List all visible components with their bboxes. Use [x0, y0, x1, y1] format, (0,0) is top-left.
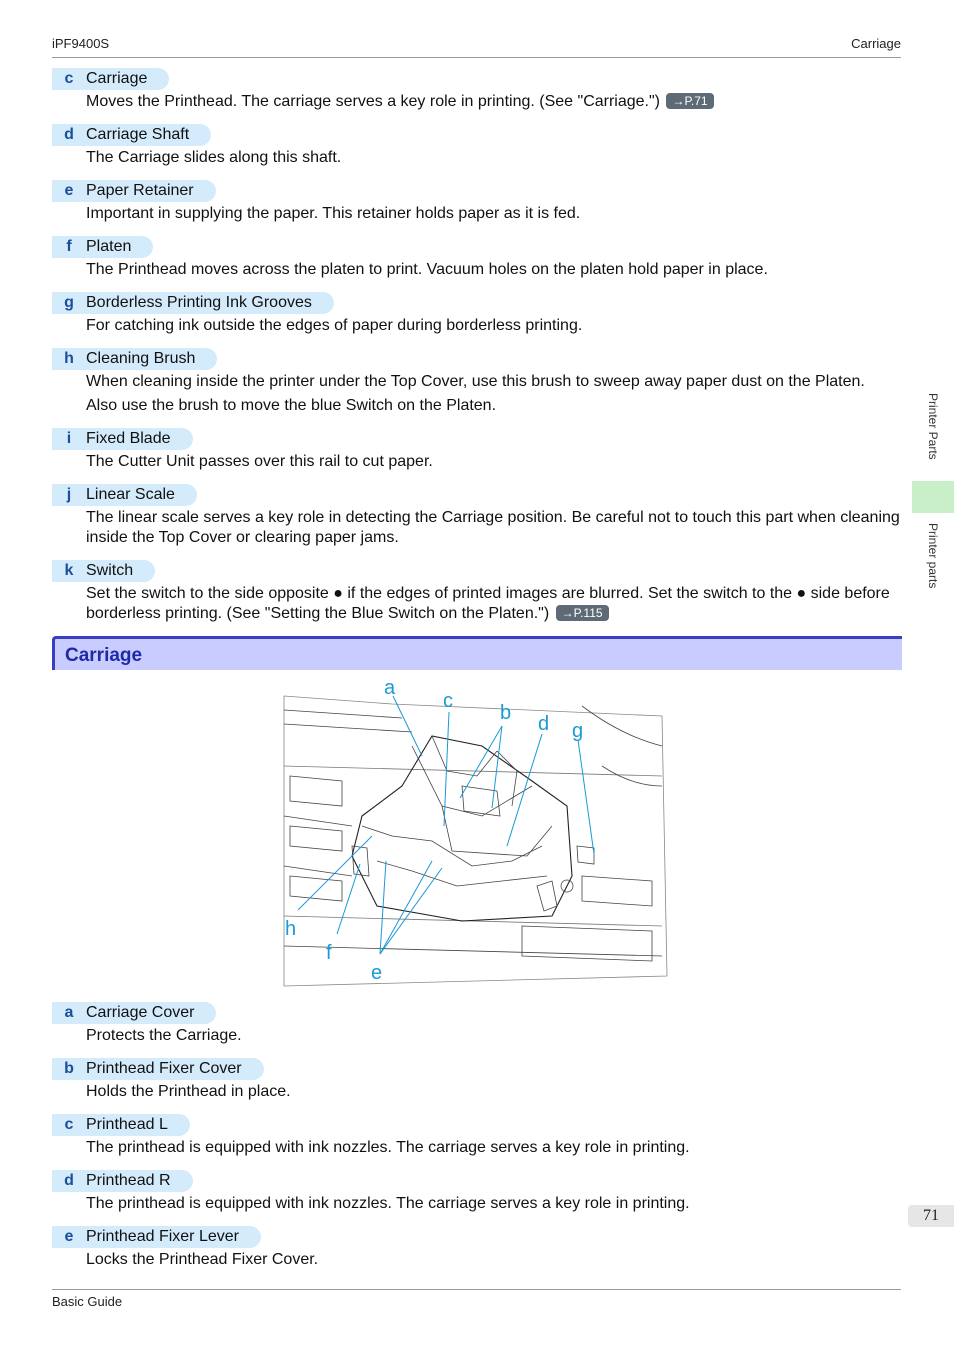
part-description-text: For catching ink outside the edges of paper during borderless printing. [86, 317, 583, 334]
part-description-text: Important in supplying the paper. This retainer holds paper as it is fed. [86, 205, 581, 222]
part-label [52, 236, 153, 258]
part-description-text: The Printhead moves across the platen to print. Vacuum holes on the platen hold paper in place. [86, 261, 768, 278]
part-name: Switch [86, 562, 134, 579]
part-letter: i [66, 430, 72, 447]
part-description [86, 1082, 902, 1102]
part-name: Carriage Cover [86, 1004, 195, 1021]
part-letter: j [66, 486, 72, 503]
figure-label-h: h [285, 918, 297, 940]
part-letter: c [64, 70, 74, 87]
part-item [52, 348, 902, 416]
part-label [52, 124, 211, 146]
part-item [52, 1114, 902, 1158]
figure-label-g: g [572, 720, 584, 742]
part-name: Paper Retainer [86, 182, 194, 199]
part-letter: f [66, 238, 72, 255]
figure-label-e: e [371, 962, 383, 984]
part-name: Printhead Fixer Lever [86, 1228, 239, 1245]
side-tab-active-marker [912, 481, 954, 513]
part-item [52, 1170, 902, 1214]
parts-list-bottom [52, 1002, 902, 1282]
part-description-text: Set the switch to the side opposite ● if the edges of printed images are blurred. Set the switch to the ● side before borderless printing. (See "Setting the Blue Switch on the Platen.") [86, 585, 890, 622]
part-description [86, 508, 902, 548]
part-label [52, 1114, 190, 1136]
part-name: Carriage [86, 70, 148, 87]
part-letter: k [64, 562, 74, 579]
part-letter: d [64, 1172, 74, 1189]
figure-label-c: c [443, 690, 453, 712]
part-description-text: The Carriage slides along this shaft. [86, 149, 342, 166]
part-label [52, 68, 169, 90]
part-description-text: Locks the Printhead Fixer Cover. [86, 1251, 319, 1268]
header-rule [52, 57, 901, 58]
part-label [52, 484, 197, 506]
figure-label-f: f [326, 942, 332, 964]
section-heading [52, 636, 902, 670]
part-item [52, 236, 902, 280]
part-item [52, 292, 902, 336]
part-label [52, 1226, 261, 1248]
part-item [52, 428, 902, 472]
part-description-text: When cleaning inside the printer under the Top Cover, use this brush to sweep away paper dust on the Platen. [86, 373, 865, 390]
part-name: Fixed Blade [86, 430, 171, 447]
part-letter: d [64, 126, 74, 143]
part-item [52, 1226, 902, 1270]
header-section: Carriage [851, 36, 901, 51]
part-description [86, 584, 902, 624]
part-description-text: Also use the brush to move the blue Switch on the Platen. [86, 397, 497, 414]
page-number: 71 [908, 1205, 954, 1227]
part-description [86, 260, 902, 280]
part-description [86, 92, 902, 112]
part-item [52, 484, 902, 548]
part-name: Printhead Fixer Cover [86, 1060, 242, 1077]
part-description [86, 1026, 902, 1046]
part-letter: e [64, 182, 74, 199]
part-name: Platen [86, 238, 132, 255]
part-description [86, 1138, 902, 1158]
part-label [52, 560, 155, 582]
side-tab-printer-parts[interactable]: Printer Parts [926, 393, 940, 460]
part-label [52, 180, 216, 202]
part-item [52, 180, 902, 224]
part-name: Linear Scale [86, 486, 175, 503]
part-label [52, 292, 334, 314]
figure-label-b: b [500, 702, 512, 724]
part-letter: g [64, 294, 74, 311]
part-description [86, 1250, 902, 1270]
part-description-text: Moves the Printhead. The carriage serves a key role in printing. (See "Carriage.") [86, 93, 660, 110]
part-item [52, 124, 902, 168]
part-letter: a [64, 1004, 74, 1021]
part-description-text: Protects the Carriage. [86, 1027, 242, 1044]
part-label [52, 428, 193, 450]
part-description [86, 452, 902, 472]
part-letter: c [64, 1116, 74, 1133]
part-description [86, 1194, 902, 1214]
part-letter: e [64, 1228, 74, 1245]
part-description-text: The printhead is equipped with ink nozzles. The carriage serves a key role in printing. [86, 1195, 690, 1212]
part-description-text: The printhead is equipped with ink nozzles. The carriage serves a key role in printing. [86, 1139, 690, 1156]
part-label [52, 1058, 264, 1080]
part-label [52, 1002, 216, 1024]
part-letter: b [64, 1060, 74, 1077]
footer-title: Basic Guide [52, 1294, 123, 1309]
part-description [86, 204, 902, 224]
part-description-text: Holds the Printhead in place. [86, 1083, 291, 1100]
part-name: Carriage Shaft [86, 126, 190, 143]
part-name: Cleaning Brush [86, 350, 196, 367]
part-name: Printhead L [86, 1116, 168, 1133]
part-item [52, 68, 902, 112]
page-reference-link[interactable]: →P.115 [556, 605, 609, 621]
parts-list-top [52, 68, 902, 636]
part-description-text: The Cutter Unit passes over this rail to cut paper. [86, 453, 433, 470]
printer-line-art [284, 696, 667, 986]
section-title: Carriage [65, 645, 143, 666]
header-model: iPF9400S [52, 36, 110, 51]
part-name: Printhead R [86, 1172, 171, 1189]
side-tab-printer-parts-sub[interactable]: Printer parts [926, 523, 940, 589]
part-item [52, 1002, 902, 1046]
part-item [52, 560, 902, 624]
carriage-illustration [282, 676, 672, 988]
part-item [52, 1058, 902, 1102]
part-description [86, 316, 902, 336]
page-reference-link[interactable]: →P.71 [666, 93, 713, 109]
part-description [86, 372, 902, 416]
figure-label-a: a [384, 677, 396, 699]
part-name: Borderless Printing Ink Grooves [86, 294, 312, 311]
footer-rule [52, 1289, 901, 1290]
part-label [52, 1170, 193, 1192]
part-description [86, 148, 902, 168]
figure-label-d: d [538, 713, 550, 735]
part-description-text: The linear scale serves a key role in detecting the Carriage position. Be careful not to touch this part when cleaning inside the Top Cover or clearing paper jams. [86, 509, 900, 546]
part-label [52, 348, 217, 370]
part-letter: h [64, 350, 74, 367]
